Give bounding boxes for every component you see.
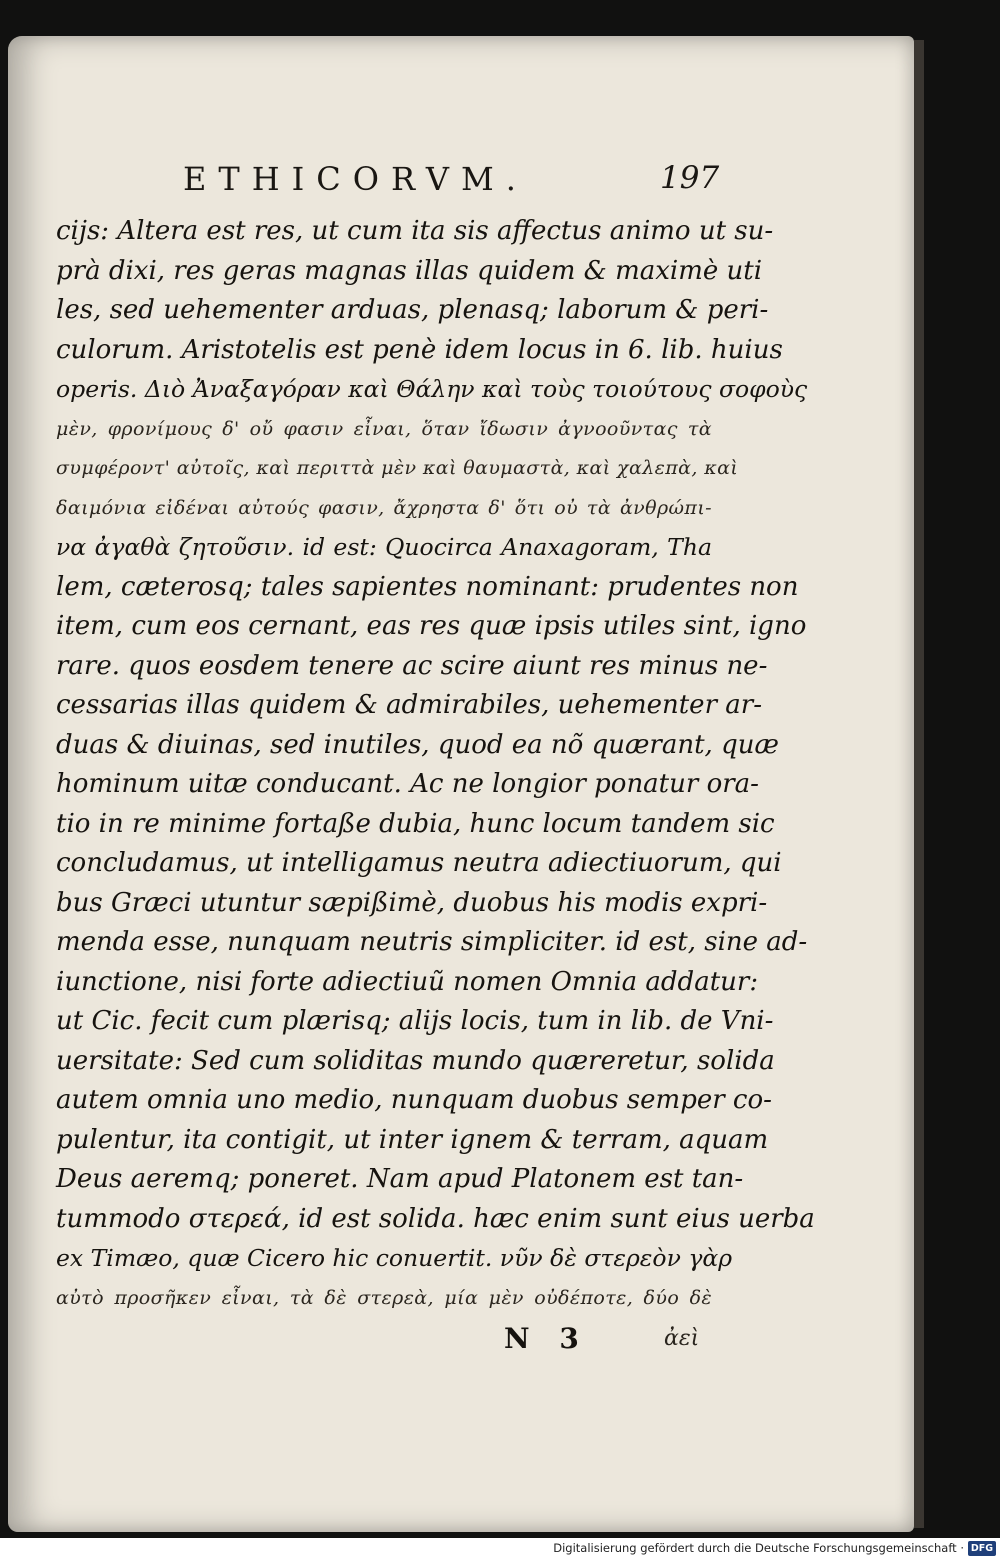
text-line: pulentur, ita contigit, ut inter ignem & terram, aquam xyxy=(56,1124,769,1155)
text-line: tio in re minime fortaße dubia, hunc locum tandem sic xyxy=(56,808,775,839)
text-line: συμφέροντ' αὐτοῖς, καὶ περιττὰ μὲν καὶ θαυμαστὰ, καὶ χαλεπὰ, καὶ xyxy=(56,457,739,479)
body-text xyxy=(56,212,815,1318)
running-title: ETHICORVM. xyxy=(183,160,528,198)
text-line: ex Timæo, quæ Cicero hic conuertit. νῦν δὲ στερεὸν γὰρ xyxy=(56,1244,733,1272)
text-line: les, sed uehementer arduas, plenasq; laborum & peri- xyxy=(56,295,769,325)
text-line: ut Cic. fecit cum plærisq; alijs locis, tum in lib. de Vni- xyxy=(56,1006,774,1036)
text-line: να ἀγαθὰ ζητοῦσιν. id est: Quocirca Anaxagoram, Tha xyxy=(56,533,712,561)
text-line: operis. Διὸ Ἀναξαγόραν καὶ Θάλην καὶ τοὺς τοιούτους σοφοὺς xyxy=(56,375,808,403)
text-line: cijs: Altera est res, ut cum ita sis affectus animo ut su- xyxy=(56,216,774,246)
text-line: autem omnia uno medio, nunquam duobus semper co- xyxy=(56,1085,772,1115)
text-line: Deus aeremq; poneret. Nam apud Platonem est tan- xyxy=(56,1164,744,1194)
text-line: prà dixi, res geras magnas illas quidem & maximè uti xyxy=(56,255,763,286)
text-line: tummodo στερεά, id est solida. hæc enim sunt eius uerba xyxy=(56,1203,815,1234)
text-line: concludamus, ut intelligamus neutra adiectiuorum, qui xyxy=(56,848,782,878)
text-line: hominum uitæ conducant. Ac ne longior ponatur ora- xyxy=(56,769,759,799)
dfg-logo: DFG xyxy=(968,1541,996,1556)
text-line: duas & diuinas, sed inutiles, quod ea nõ quærant, quæ xyxy=(56,729,779,760)
text-line: uersitate: Sed cum soliditas mundo quæreretur, solida xyxy=(56,1045,775,1076)
text-line: item, cum eos cernant, eas res quæ ipsis utiles sint, igno xyxy=(56,611,807,641)
page-foot xyxy=(0,1322,1000,1366)
text-line: δαιμόνια εἰδέναι αὐτούς φασιν, ἄχρηστα δ' ὅτι οὐ τὰ ἀνθρώπι- xyxy=(56,496,712,519)
text-line: culorum. Aristotelis est penè idem locus in 6. lib. huius xyxy=(56,334,783,365)
text-line: menda esse, nunquam neutris simpliciter. id est, sine ad- xyxy=(56,927,808,957)
footer-bar xyxy=(0,1538,1000,1560)
page-number: 197 xyxy=(660,160,720,196)
text-line: iunctione, nisi forte adiectiuũ nomen Omnia addatur: xyxy=(56,966,759,997)
text-line: αὐτὸ προσῆκεν εἶναι, τὰ δὲ στερεὰ, μία μὲν οὐδέποτε, δύο δὲ xyxy=(56,1286,712,1309)
signature-mark: N 3 xyxy=(504,1322,589,1355)
text-line: bus Græci utuntur sæpißimè, duobus his modis expri- xyxy=(56,887,768,918)
text-line: μὲν, φρονίμους δ' οὔ φασιν εἶναι, ὅταν ἴδωσιν ἀγνοοῦντας τὰ xyxy=(56,417,712,440)
running-head xyxy=(0,160,1000,200)
catchword: ἀεὶ xyxy=(664,1326,700,1351)
text-line: lem, cæterosq; tales sapientes nominant: prudentes non xyxy=(56,571,799,602)
funding-credit: Digitalisierung gefördert durch die Deutsche Forschungsgemeinschaft · xyxy=(553,1541,964,1555)
text-line: rare. quos eosdem tenere ac scire aiunt res minus ne- xyxy=(56,650,768,681)
page-edge xyxy=(914,40,924,1528)
text-line: cessarias illas quidem & admirabiles, uehementer ar- xyxy=(56,690,762,720)
